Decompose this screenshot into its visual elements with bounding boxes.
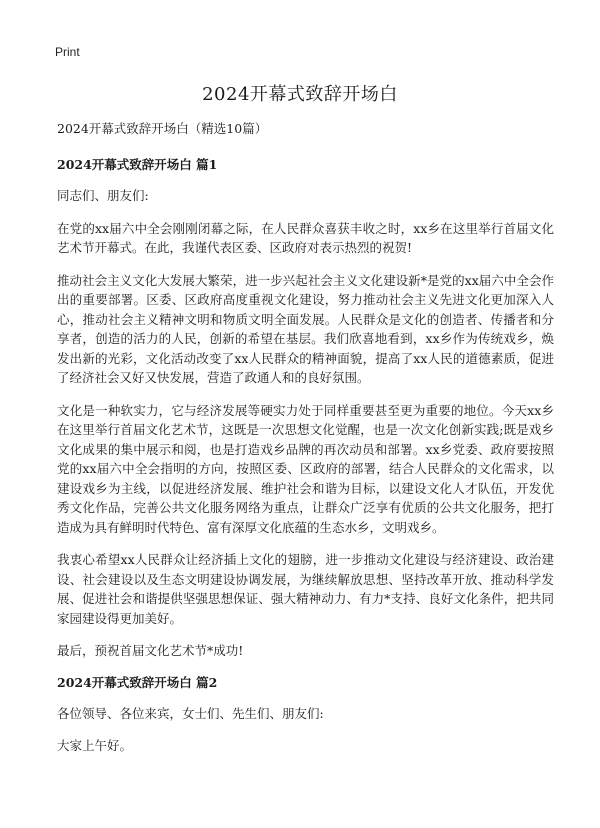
print-link[interactable]: Print [55,45,80,59]
section-heading: 2024开幕式致辞开场白 篇1 [57,157,218,172]
paragraph: 在党的xx届六中全会刚刚闭幕之际，在人民群众喜获丰收之时，xx乡在这里举行首届文化艺术节开幕式。在此，我谨代表区委、区政府对表示热烈的祝贺! [57,220,554,255]
paragraph: 大家上午好。 [57,738,133,753]
paragraph: 我衷心希望xx人民群众让经济插上文化的翅膀，进一步推动文化建设与经济建设、政治建设、社会建设以及生态文明建设协调发展，为继续解放思想、坚持改革开放、推动科学发展、促进社会和谐提供坚强思想保证、强大精神动力、有力*支持、良好文化条件，把共同家园建设得更加美好。 [57,552,554,626]
salutation: 同志们、朋友们: [57,188,149,203]
paragraph: 推动社会主义文化大发展大繁荣，进一步兴起社会主义文化建设新*是党的xx届六中全会作出的重要部署。区委、区政府高度重视文化建设，努力推动社会主义先进文化更加深入人心，推动社会主义精神文明和物质文明全面发展。人民群众是文化的创造者、传播者和分享者，创造的活力的人民，创新的希望在基层。我们欣喜地看到，xx乡作为传统戏乡，焕发出新的光彩，文化活动改变了xx人民群众的精神面貌，提高了xx人民的道德素质，促进了经济社会又好又快发展，营造了政通人和的良好氛围。 [57,272,554,385]
section-1 [57,156,554,661]
section-heading: 2024开幕式致辞开场白 篇2 [57,674,218,690]
document-title: 2024开幕式致辞开场白 [202,84,398,105]
paragraph: 文化是一种软实力，它与经济发展等硬实力处于同样重要甚至更为重要的地位。今天xx乡在这里举行首届文化艺术节，这既是一次思想文化觉醒，也是一次文化创新实践;既是戏乡文化成果的集中展示和阅，也是打造戏乡品牌的再次动员和部署。xx乡党委、政府要按照党的xx届六中全会指明的方向，按照区委、区政府的部署，结合人民群众的文化需求，以建设戏乡为主线，以促进经济发展、维护社会和谐为目标，以建设文化人才队伍，开发优秀文化作品，完善公共文化服务网络为重点，让群众广泛享有优质的公共文化服务，把打造成为具有鲜明时代特色、富有深厚文化底蕴的生态水乡，文明戏乡。 [57,402,554,535]
closing-paragraph: 最后，预祝首届文化艺术节*成功! [57,643,244,658]
salutation: 各位领导、各位来宾，女士们、先生们、朋友们: [57,705,324,721]
document-body [57,120,554,769]
section-2 [57,674,554,756]
document-subtitle: 2024开幕式致辞开场白（精选10篇） [57,121,268,136]
